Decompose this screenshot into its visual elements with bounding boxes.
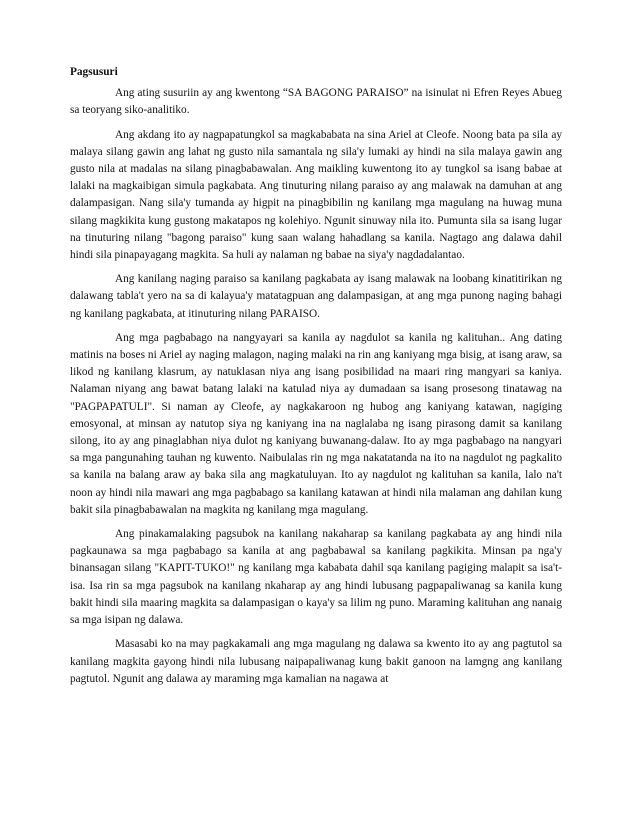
paragraph-intro: Ang ating susuriin ay ang kwentong “SA BAGONG PARAISO” na isinulat ni Efren Reyes Abueg sa teoryang siko-analitiko. [70,87,562,117]
document-page [70,64,562,695]
paragraph-conclusion: Masasabi ko na may pagkakamali ang mga magulang ng dalawa sa kwento ito ay ang pagtutol sa kanilang magkita gayong hindi nila lubusang naipapaliwanag kung bakit ganoon na lamgng ang kanilang pagtutol. Ngunit ang dalawa ay maraming mga kamalian na nagawa at [70,638,562,685]
paragraph-changes: Ang mga pagbabago na nangyayari sa kanila ay nagdulot sa kanila ng kalituhan.. Ang dating matinis na boses ni Ariel ay naging malagon, naging malaki na rin ang kaniyang mga bisig, at isang araw, sa likod ng kanilang klasrum, ay natuklasan niya ang isang posibilidad na maari ring mangyari sa kaniya. Nalaman niyang ang bawat batang lalaki na katulad niya ay dumadaan sa isang prosesong tinatawag na "PAGPAPATULI". Si naman ay Cleofe, ay nagkakaroon ng hubog ang kaniyang katawan, nagiging emosyonal, at minsan ay natutop siya ng kaniyang ina na naglalaba ng isang pirasong damit sa kanilang silong, ito ay ang pinaglabhan niya dulot ng kaniyang buwanang-dalaw. Ito ay mga pagbabago na nangyari sa mga pangunahing tauhan ng kuwento. Naibulalas rin ng mga nakatatanda na ito na nagdulot ng pagkalito sa kanila na balang araw ay baka sila ang magkatuluyan. Ito ay nagdulot ng kalituhan sa kanila, lalo na't noon ay hindi nila mawari ang mga pagbabago sa kanilang katawan at hindi nila malaman ang dahilan kung bakit sila pinagbabawalan na magkita ng kanilang mga magulang. [70,331,562,516]
paragraph-paradise: Ang kanilang naging paraiso sa kanilang pagkabata ay isang malawak na loobang kinatitirikan ng dalawang tabla't yero na sa di kalayua'y matatagpuan ang dalampasigan, at ang mga punong naging bahagi ng kanilang pagkabata, at itinuturing nilang PARAISO. [70,273,562,320]
paragraph-summary: Ang akdang ito ay nagpapatungkol sa magkababata na sina Ariel at Cleofe. Noong bata pa sila ay malaya silang gawin ang lahat ng gusto nila samantala ng sila'y lumaki ay hindi na sila malaya gawin ang gusto nila at madalas na silang pinagbabawalan. Ang maikling kuwentong ito ay tungkol sa isang babae at lalaki na magkaibigan simula pagkabata. Ang tinuturing nilang paraiso ay ang malawak na damuhan at ang dalampasigan. Nang sila'y tumanda ay higpit na pinagbibilin ng kanilang mga magulang na huwag muna silang magkikita kung gustong makatapos ng kolehiyo. Ngunit sinuway nila ito. Pumunta sila sa isang lugar na tinuturing nilang "bagong paraiso" kung saan walang hahadlang sa kanila. Nagtago ang dalawa dahil hindi sila pinapayagang magkita. Sa huli ay nalaman ng babae na siya'y nagdadalantao. [70,128,562,262]
document-heading: Pagsusuri [70,66,118,78]
paragraph-challenges: Ang pinakamalaking pagsubok na kanilang nakaharap sa kanilang pagkabata ay ang hindi nila pagkaunawa sa mga pagbabago sa kanila at ang pagbabawal sa kanilang pagkikita. Minsan pa nga'y binansagan silang "KAPIT-TUKO!" ng kanilang mga kababata dahil sqa kanilang pagiging malapit sa isa't-isa. Isa rin sa mga pagsubok na kanilang nkaharap ay ang hindi lubusang pagpapaliwanag sa kanila kung bakit hindi sila maaring magkita sa dalampasigan o kaya'y sa lilim ng puno. Maraming kalituhan ang nanaig sa mga isipan ng dalawa. [70,528,562,627]
